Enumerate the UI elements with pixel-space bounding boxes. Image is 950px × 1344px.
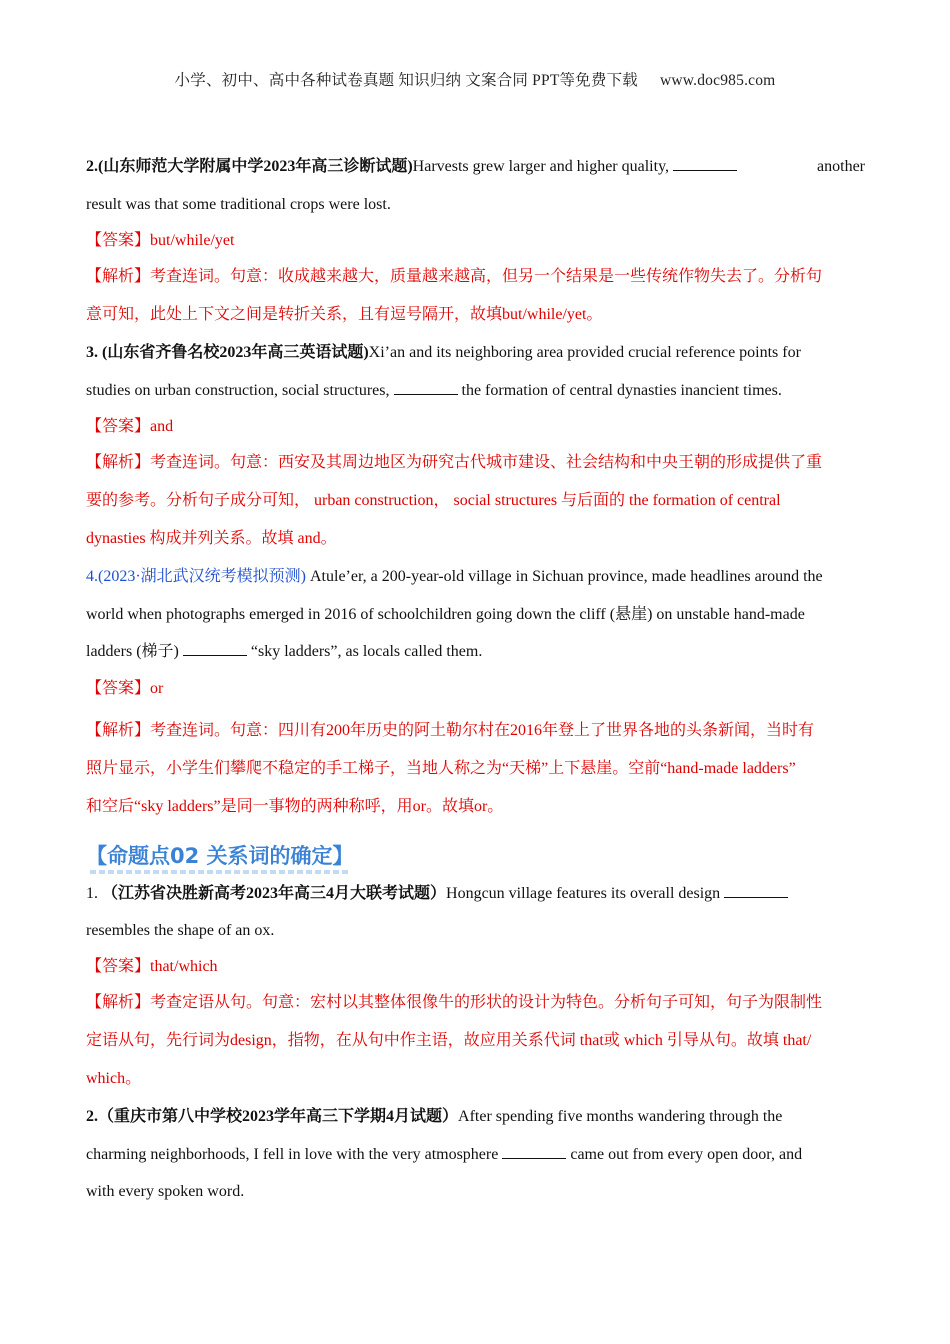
question-3-cont <box>86 372 865 410</box>
s2-question-1-cont: resembles the shape of an ox. <box>86 921 275 939</box>
question-text: Atule’er, a 200-year-old village in Sichuan province, made headlines around the <box>310 568 823 585</box>
explanation-line: 要的参考。分析句子成分可知， urban construction， social structures 与后面的 the formation of central <box>86 492 781 509</box>
answer-blank <box>502 1146 566 1159</box>
answer: 【答案】or <box>86 679 164 697</box>
page-header <box>0 68 950 90</box>
question-number: 3. <box>86 344 102 361</box>
question-text: Xi’an and its neighboring area provided crucial reference points for <box>368 344 801 361</box>
explanation <box>86 712 865 826</box>
content <box>86 148 865 1211</box>
s2-question-2-cont2: with every spoken word. <box>86 1183 245 1200</box>
question-number: 1. <box>86 884 102 902</box>
s2-question-2-cont <box>86 1136 865 1174</box>
explanation-line: which。 <box>86 1070 142 1087</box>
question-2-cont: result was that some traditional crops were lost. <box>86 195 391 213</box>
question-4-cont: world when photographs emerged in 2016 of schoolchildren going down the cliff (悬崖) on unstable hand-made <box>86 605 805 623</box>
header-site[interactable]: www.doc985.com <box>659 72 776 89</box>
answer: 【答案】and <box>86 418 174 435</box>
explanation <box>86 444 865 558</box>
question-text: another <box>817 158 865 175</box>
explanation-line: 【解析】考查连词。句意：四川有200年历史的阿土勒尔村在2016年登上了世界各地的头条新闻，当时有 <box>86 721 815 739</box>
question-text: studies on urban construction, social structures, <box>86 381 390 399</box>
explanation-line: 【解析】考查连词。句意：西安及其周边地区为研究古代城市建设、社会结构和中央王朝的形成提供了重 <box>86 454 823 471</box>
question-number: 2. <box>86 158 98 175</box>
explanation-line: 定语从句，先行词为design，指物，在从句中作主语，故应用关系代词 that或 which 引导从句。故填 that/ <box>86 1032 812 1049</box>
explanation-line: 和空后“sky ladders”是同一事物的两种称呼，用or。故填or。 <box>86 797 504 815</box>
question-4 <box>86 558 865 596</box>
question-text: “sky ladders”, as locals called them. <box>250 643 483 660</box>
explanation-line: 意可知，此处上下文之间是转折关系，且有逗号隔开，故填but/while/yet。 <box>86 306 603 323</box>
explanation <box>86 258 865 334</box>
question-source: (山东省齐鲁名校2023年高三英语试题) <box>102 344 369 361</box>
question-text: After spending five months wandering through the <box>458 1108 783 1125</box>
section-title: 【命题点02 关系词的确定】 <box>86 836 354 876</box>
answer: 【答案】that/which <box>86 958 218 975</box>
question-text: Harvests grew larger and higher quality, <box>412 158 670 175</box>
question-text: charming neighborhoods, I fell in love with the very atmosphere <box>86 1145 499 1163</box>
question-text: ladders (梯子) <box>86 643 179 660</box>
answer-blank <box>183 643 247 656</box>
question-text: came out from every open door, and <box>570 1145 803 1163</box>
explanation-line: 【解析】考查定语从句。句意：宏村以其整体很像牛的形状的设计为特色。分析句子可知，句子为限制性 <box>86 994 823 1011</box>
question-3 <box>86 334 865 372</box>
answer-blank <box>724 885 788 898</box>
answer-blank <box>673 158 737 171</box>
explanation-line: 照片显示，小学生们攀爬不稳定的手工梯子，当地人称之为“天梯”上下悬崖。空前“hand-made ladders” <box>86 759 796 777</box>
question-source: （重庆市第八中学校2023学年高三下学期4月试题） <box>98 1108 459 1125</box>
question-source: (山东师范大学附属中学2023年高三诊断试题) <box>98 158 413 175</box>
question-source: （江苏省决胜新高考2023年高三4月大联考试题） <box>102 884 447 902</box>
explanation <box>86 984 865 1098</box>
question-text: the formation of central dynasties inancient times. <box>461 381 782 399</box>
question-number: 2. <box>86 1108 98 1125</box>
header-text: 小学、初中、高中各种试卷真题 知识归纳 文案合同 PPT等免费下载 <box>174 72 638 89</box>
question-source: 4.(2023·湖北武汉统考模拟预测) <box>86 568 306 585</box>
question-2 <box>86 148 865 186</box>
s2-question-1 <box>86 876 865 912</box>
s2-question-2 <box>86 1098 865 1136</box>
explanation-line: 【解析】考查连词。句意：收成越来越大，质量越来越高，但另一个结果是一些传统作物失去了。分析句 <box>86 268 823 285</box>
question-4-cont2 <box>86 633 865 671</box>
explanation-line: dynasties 构成并列关系。故填 and。 <box>86 530 337 547</box>
question-text: Hongcun village features its overall design <box>446 884 721 902</box>
answer-blank <box>394 382 458 395</box>
answer: 【答案】but/while/yet <box>86 232 235 249</box>
